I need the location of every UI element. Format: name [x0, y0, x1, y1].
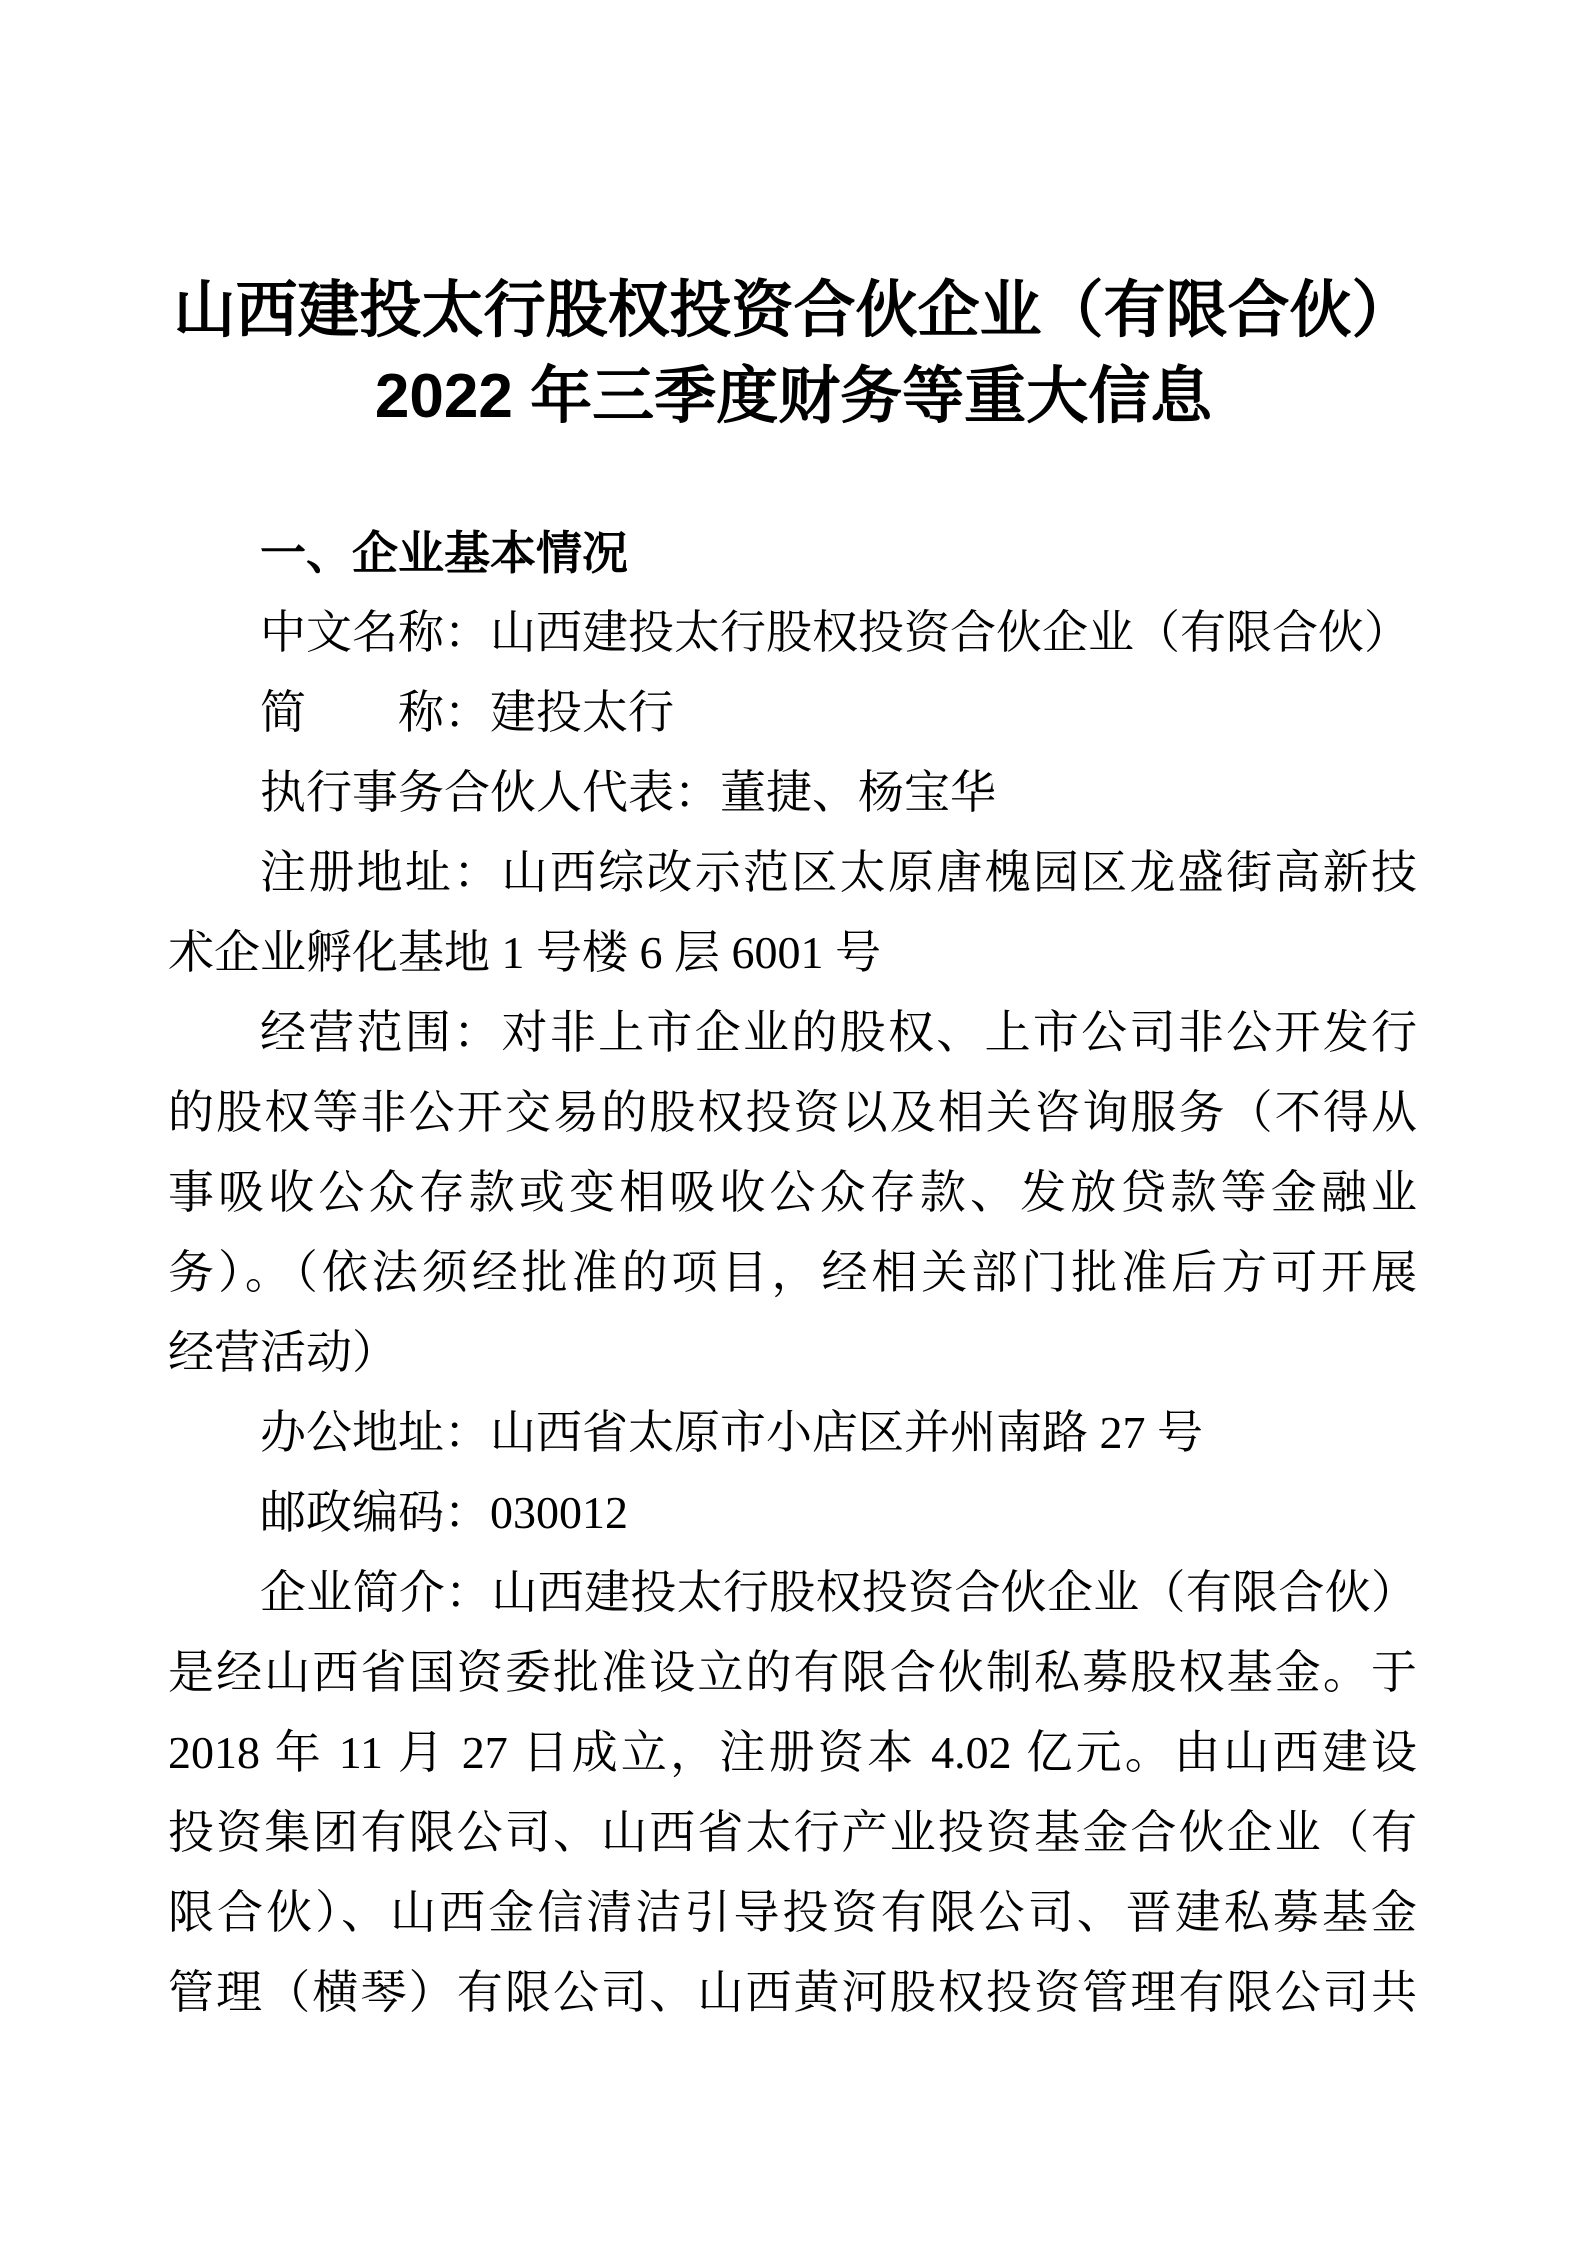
- body-line: 管理（横琴）有限公司、山西黄河股权投资管理有限公司共: [168, 1967, 1417, 2018]
- section-heading: 一、企业基本情况: [260, 527, 628, 579]
- body-line: 的股权等非公开交易的股权投资以及相关咨询服务（不得从: [168, 1087, 1417, 1138]
- body-line: 务）。（依法须经批准的项目，经相关部门批准后方可开展: [168, 1247, 1417, 1298]
- body-line: 邮政编码：030012: [260, 1487, 628, 1538]
- body-line: 执行事务合伙人代表：董捷、杨宝华: [260, 767, 996, 818]
- document-body: [168, 593, 1417, 2033]
- body-line: 注册地址：山西综改示范区太原唐槐园区龙盛街高新技: [260, 847, 1417, 898]
- body-line: 投资集团有限公司、山西省太行产业投资基金合伙企业（有: [168, 1807, 1417, 1858]
- body-line: 简 称：建投太行: [260, 687, 674, 738]
- body-line: 术企业孵化基地 1 号楼 6 层 6001 号: [168, 927, 881, 978]
- body-line: 办公地址：山西省太原市小店区并州南路 27 号: [260, 1407, 1203, 1458]
- body-line: 中文名称：山西建投太行股权投资合伙企业（有限合伙）: [260, 607, 1410, 658]
- body-line: 经营范围：对非上市企业的股权、上市公司非公开发行: [260, 1007, 1417, 1058]
- document-title-line-2: 2022 年三季度财务等重大信息: [374, 362, 1213, 431]
- body-line: 经营活动）: [168, 1327, 398, 1378]
- document-content: [0, 513, 1587, 2033]
- body-line: 2018 年 11 月 27 日成立，注册资本 4.02 亿元。由山西建设: [168, 1727, 1417, 1778]
- body-line: 企业简介：山西建投太行股权投资合伙企业（有限合伙）: [260, 1567, 1417, 1618]
- body-line: 事吸收公众存款或变相吸收公众存款、发放贷款等金融业: [168, 1167, 1417, 1218]
- document-title: [0, 0, 1587, 440]
- document-title-line-1: 山西建投太行股权投资合伙企业（有限合伙）: [173, 276, 1414, 345]
- body-line: 限合伙）、山西金信清洁引导投资有限公司、晋建私募基金: [168, 1887, 1417, 1938]
- body-line: 是经山西省国资委批准设立的有限合伙制私募股权基金。于: [168, 1647, 1417, 1698]
